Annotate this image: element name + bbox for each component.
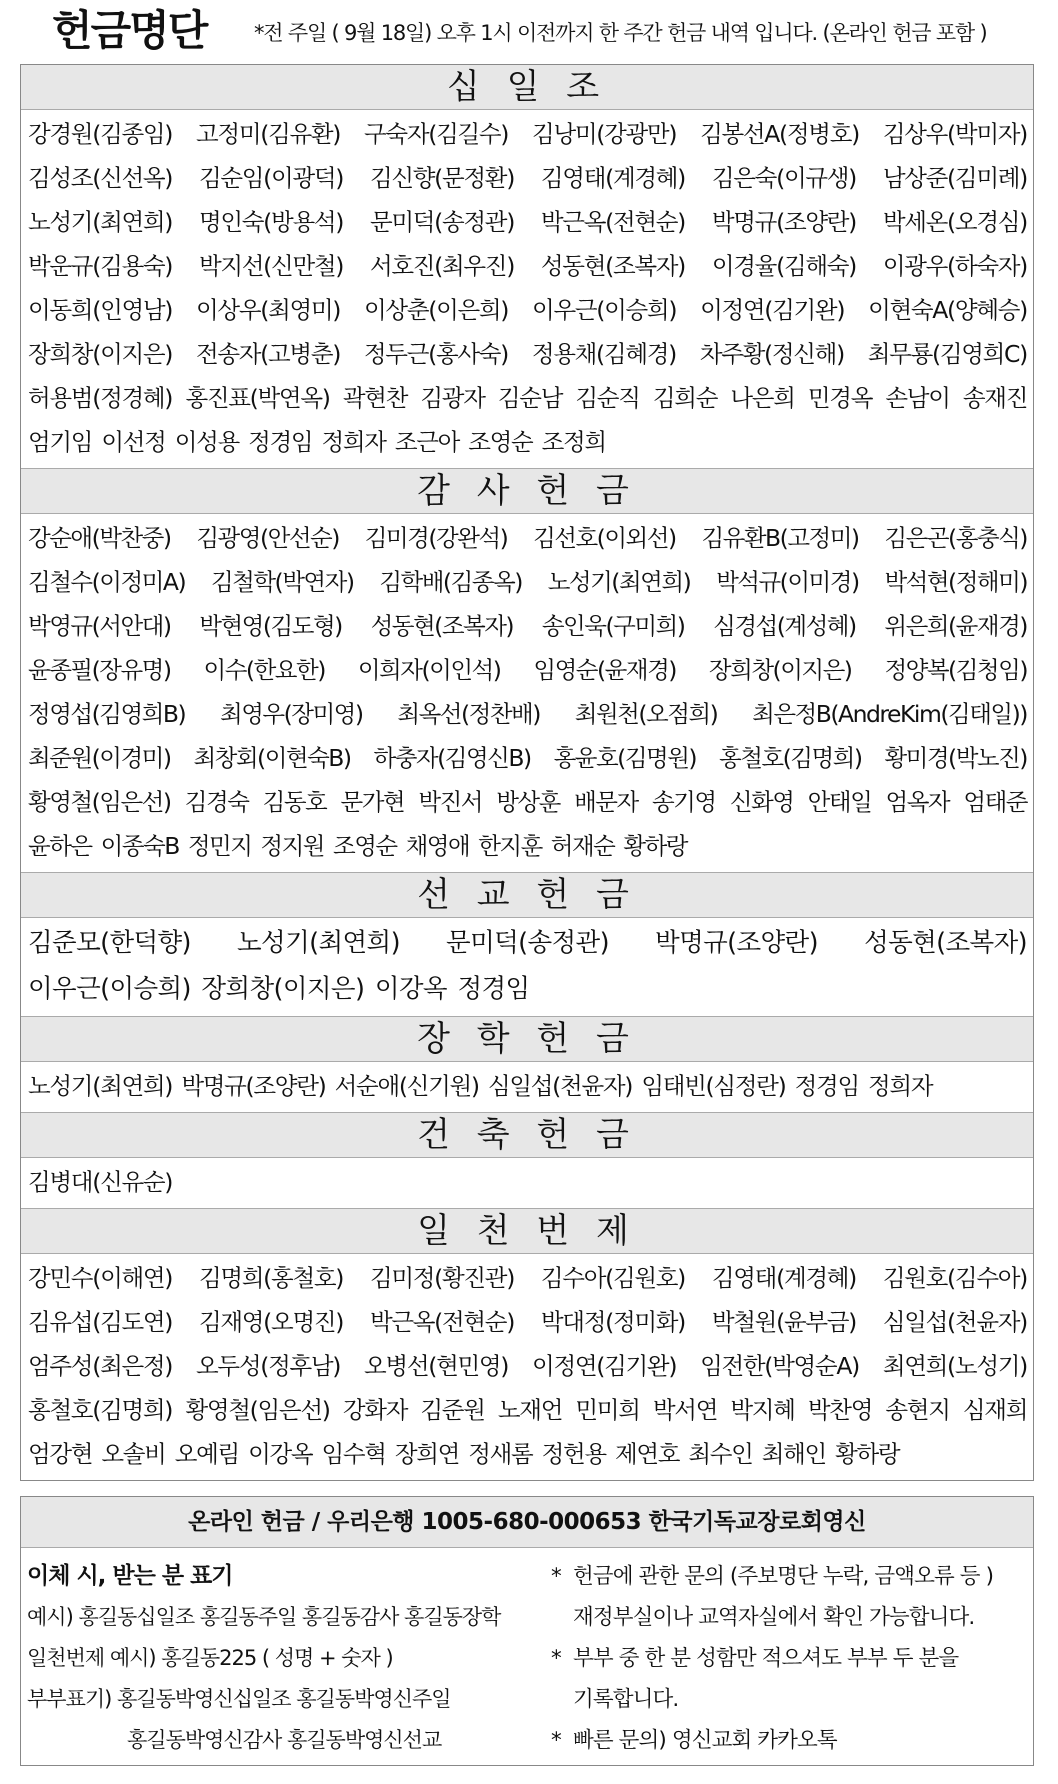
donor-name: 박명규(조양란) bbox=[655, 928, 818, 958]
donor-name: 이수(한요한) bbox=[203, 656, 325, 684]
notice-list bbox=[551, 1556, 1021, 1761]
donor-name: 허재순 bbox=[550, 832, 615, 860]
donor-name: 노성기(최연희) bbox=[237, 928, 400, 958]
transfer-example-line: 홍길동박영신감사 홍길동박영신선교 bbox=[127, 1728, 442, 1752]
section-names-scholarship bbox=[21, 1062, 1033, 1112]
donor-name: 정용채(김혜경) bbox=[531, 340, 677, 368]
donor-name: 강경원(김종임) bbox=[28, 120, 173, 148]
donor-name: 김광자 bbox=[420, 384, 485, 412]
donor-name: 문미덕(송정관) bbox=[446, 928, 609, 958]
donor-name: 신화영 bbox=[729, 788, 794, 816]
donor-name: 엄기임 bbox=[28, 428, 93, 456]
donor-name: 홍철호(김명희) bbox=[28, 1396, 173, 1424]
donor-name: 노성기(최연희) bbox=[547, 568, 691, 596]
donor-name: 황하랑 bbox=[835, 1440, 900, 1468]
donor-name: 김철수(이정미A) bbox=[28, 568, 186, 596]
donor-name: 김병대(신유순) bbox=[28, 1168, 173, 1196]
donor-name: 이현숙A(양혜승) bbox=[868, 296, 1027, 324]
donor-name: 이성용 bbox=[174, 428, 239, 456]
donor-name: 엄옥자 bbox=[885, 788, 950, 816]
donor-name: 김재영(오명진) bbox=[198, 1308, 344, 1336]
donor-name: 서호진(최우진) bbox=[369, 252, 515, 280]
donor-name: 이선정 bbox=[101, 428, 166, 456]
donor-name: 강화자 bbox=[342, 1396, 408, 1424]
donor-name: 최옥선(정찬배) bbox=[397, 700, 540, 728]
donor-name: 임영순(윤재경) bbox=[533, 656, 676, 684]
donor-name: 정경임 bbox=[794, 1072, 859, 1100]
donor-name: 심경섭(계성혜) bbox=[713, 612, 856, 640]
donor-name: 최창회(이현숙B) bbox=[193, 744, 351, 772]
donor-name: 이상춘(이은희) bbox=[364, 296, 509, 324]
donor-name: 성동현(조복자) bbox=[540, 252, 686, 280]
donor-name: 이경율(김해숙) bbox=[711, 252, 857, 280]
transfer-heading: 이체 시, 받는 분 표기 bbox=[27, 1563, 233, 1589]
bank-account-title: 온라인 헌금 / 우리은행 1005-680-000653 한국기독교장로회영신 bbox=[21, 1497, 1033, 1548]
donor-name: 박세온(오경심) bbox=[882, 208, 1027, 236]
donor-name: 박석현(정해미) bbox=[884, 568, 1027, 596]
donor-name: 성동현(조복자) bbox=[864, 928, 1027, 958]
transfer-example-line: 일천번제 예시) 홍길동225 ( 성명 + 숫자 ) bbox=[27, 1646, 393, 1670]
donor-name: 심일섭(천윤자) bbox=[487, 1072, 633, 1100]
donor-name: 이광우(하숙자) bbox=[882, 252, 1027, 280]
donor-name: 성동현(조복자) bbox=[370, 612, 514, 640]
donor-name: 최해인 bbox=[761, 1440, 826, 1468]
donor-name: 심일섭(천윤자) bbox=[882, 1308, 1027, 1336]
donor-name: 윤하은 bbox=[28, 832, 92, 860]
donor-name: 조영순 bbox=[468, 428, 533, 456]
donor-name: 이희자(이인석) bbox=[357, 656, 501, 684]
donor-name: 이정연(김기완) bbox=[700, 296, 845, 324]
section-title-thousand: 일 천 번 제 bbox=[21, 1208, 1033, 1254]
donor-name: 명인숙(방용석) bbox=[198, 208, 344, 236]
donor-name: 김경숙 bbox=[184, 788, 249, 816]
donor-name: 박현영(김도형) bbox=[199, 612, 342, 640]
donor-name: 한지훈 bbox=[478, 832, 542, 860]
donor-name: 이강옥 bbox=[374, 974, 447, 1004]
notice-text: 빠른 문의) 영신교회 카카오톡 bbox=[573, 1728, 837, 1753]
donor-name: 송현지 bbox=[885, 1396, 950, 1424]
donor-name: 김준원 bbox=[420, 1396, 485, 1424]
notice-item bbox=[551, 1556, 1021, 1597]
donor-name: 박진서 bbox=[418, 788, 482, 816]
donor-name: 김철학(박연자) bbox=[210, 568, 354, 596]
section-title-mission: 선 교 헌 금 bbox=[21, 872, 1033, 918]
donor-name: 강순애(박찬중) bbox=[28, 524, 171, 552]
donor-name: 민미희 bbox=[575, 1396, 640, 1424]
donor-name: 정새롬 bbox=[468, 1440, 533, 1468]
donor-name: 나은희 bbox=[730, 384, 795, 412]
donor-name: 최은정B(AndreKim(김태일)) bbox=[752, 700, 1027, 728]
notice-text: 헌금에 관한 문의 (주보명단 누락, 금액오류 등 ) bbox=[573, 1564, 994, 1589]
notice-text: 재정부실이나 교역자실에서 확인 가능합니다. bbox=[573, 1605, 975, 1630]
donor-name: 송인욱(구미희) bbox=[541, 612, 685, 640]
donor-name: 최원천(오점희) bbox=[574, 700, 718, 728]
donor-name: 박석규(이미경) bbox=[716, 568, 859, 596]
asterisk-icon: * bbox=[551, 1564, 561, 1589]
bank-info bbox=[21, 1548, 1033, 1760]
donor-name: 박찬영 bbox=[807, 1396, 873, 1424]
offering-list-box bbox=[20, 64, 1034, 1481]
donor-name: 장희창(이지은) bbox=[28, 340, 173, 368]
donor-name: 정경임 bbox=[457, 974, 530, 1004]
section-title-tithe: 십 일 조 bbox=[21, 65, 1033, 110]
notice-text: 부부 중 한 분 성함만 적으셔도 부부 두 분을 bbox=[573, 1646, 959, 1671]
donor-name: 김봉선A(정병호) bbox=[700, 120, 859, 148]
donor-name: 심재희 bbox=[962, 1396, 1028, 1424]
donor-name: 박명규(조양란) bbox=[181, 1072, 326, 1100]
donor-name: 하충자(김영신B) bbox=[373, 744, 531, 772]
donor-name: 이상우(최영미) bbox=[196, 296, 341, 324]
header-note: *전 주일 ( 9월 18일) 오후 1시 이전까지 한 주간 헌금 내역 입니다. (온라인 헌금 포함 ) bbox=[254, 21, 987, 45]
donor-name: 김미정(황진관) bbox=[369, 1264, 515, 1292]
donor-name: 오솔비 bbox=[101, 1440, 166, 1468]
donor-name: 박명규(조양란) bbox=[711, 208, 857, 236]
notice-text: 기록합니다. bbox=[573, 1687, 679, 1712]
donor-name: 박대정(정미화) bbox=[540, 1308, 686, 1336]
donor-name: 황영철(임은선) bbox=[28, 788, 171, 816]
donor-name: 임전한(박영순A) bbox=[700, 1352, 859, 1380]
transfer-instructions bbox=[27, 1556, 527, 1761]
donor-name: 김영태(계경혜) bbox=[540, 164, 686, 192]
donor-name: 김낭미(강광만) bbox=[532, 120, 677, 148]
donor-name: 홍진표(박연옥) bbox=[185, 384, 330, 412]
donor-name: 김신향(문정환) bbox=[369, 164, 515, 192]
section-title-thanks: 감 사 헌 금 bbox=[21, 468, 1033, 514]
donor-name: 황미경(박노진) bbox=[884, 744, 1027, 772]
donor-name: 김유섭(김도연) bbox=[28, 1308, 173, 1336]
donor-name: 장희창(이지은) bbox=[201, 974, 365, 1004]
donor-name: 구숙자(김길수) bbox=[364, 120, 509, 148]
donor-name: 정희자 bbox=[321, 428, 386, 456]
donor-name: 문가현 bbox=[340, 788, 405, 816]
donor-name: 강민수(이해연) bbox=[28, 1264, 173, 1292]
donor-name: 김순직 bbox=[575, 384, 640, 412]
donor-name: 방상훈 bbox=[496, 788, 560, 816]
donor-name: 차주황(정신해) bbox=[699, 340, 844, 368]
donor-name: 김동호 bbox=[262, 788, 327, 816]
donor-name: 정민지 bbox=[187, 832, 252, 860]
donor-name: 남상준(김미례) bbox=[882, 164, 1027, 192]
donor-name: 위은희(윤재경) bbox=[884, 612, 1027, 640]
donor-name: 김순남 bbox=[497, 384, 563, 412]
donor-name: 정희자 bbox=[868, 1072, 933, 1100]
donor-name: 고정미(김유환) bbox=[196, 120, 341, 148]
donor-name: 정경임 bbox=[248, 428, 313, 456]
donor-name: 정지원 bbox=[260, 832, 325, 860]
online-offering-box bbox=[20, 1496, 1034, 1766]
donor-name: 최영우(장미영) bbox=[220, 700, 363, 728]
donor-name: 오예림 bbox=[174, 1440, 239, 1468]
donor-name: 황하랑 bbox=[623, 832, 687, 860]
donor-name: 김원호(김수아) bbox=[882, 1264, 1027, 1292]
donor-name: 송기영 bbox=[651, 788, 716, 816]
donor-name: 김수아(김원호) bbox=[540, 1264, 686, 1292]
section-names-tithe bbox=[21, 110, 1033, 468]
donor-name: 김순임(이광덕) bbox=[198, 164, 344, 192]
donor-name: 최연희(노성기) bbox=[882, 1352, 1027, 1380]
donor-name: 김은숙(이규생) bbox=[711, 164, 857, 192]
donor-name: 엄태준 bbox=[963, 788, 1027, 816]
donor-name: 허용범(정경혜) bbox=[28, 384, 173, 412]
donor-name: 김명희(홍철호) bbox=[198, 1264, 344, 1292]
donor-name: 장희창(이지은) bbox=[708, 656, 852, 684]
donor-name: 이우근(이승희) bbox=[532, 296, 677, 324]
donor-name: 정양복(김청임) bbox=[884, 656, 1027, 684]
section-names-thanks bbox=[21, 514, 1033, 872]
notice-item bbox=[551, 1638, 1021, 1679]
donor-name: 임태빈(심정란) bbox=[641, 1072, 786, 1100]
donor-name: 엄강현 bbox=[28, 1440, 93, 1468]
donor-name: 홍윤호(김명원) bbox=[553, 744, 697, 772]
donor-name: 황영철(임은선) bbox=[185, 1396, 330, 1424]
donor-name: 김선호(이외선) bbox=[533, 524, 676, 552]
donor-name: 이동희(인영남) bbox=[28, 296, 173, 324]
donor-name: 박근옥(전현순) bbox=[540, 208, 686, 236]
donor-name: 노재언 bbox=[497, 1396, 563, 1424]
donor-name: 조근아 bbox=[394, 428, 460, 456]
donor-name: 김영태(계경혜) bbox=[711, 1264, 857, 1292]
donor-name: 박영규(서안대) bbox=[28, 612, 171, 640]
donor-name: 손남이 bbox=[885, 384, 950, 412]
donor-name: 홍철호(김명희) bbox=[719, 744, 862, 772]
donor-name: 장희연 bbox=[394, 1440, 460, 1468]
donor-name: 노성기(최연희) bbox=[28, 1072, 173, 1100]
section-names-mission bbox=[21, 918, 1033, 1016]
donor-name: 김준모(한덕향) bbox=[28, 928, 191, 958]
donor-name: 윤종필(장유명) bbox=[28, 656, 171, 684]
donor-name: 노성기(최연희) bbox=[28, 208, 173, 236]
donor-name: 이종숙B bbox=[100, 832, 179, 860]
donor-name: 서순애(신기원) bbox=[334, 1072, 479, 1100]
donor-name: 김유환B(고정미) bbox=[701, 524, 859, 552]
donor-name: 임수혁 bbox=[321, 1440, 386, 1468]
donor-name: 박서연 bbox=[652, 1396, 718, 1424]
donor-name: 곽현찬 bbox=[342, 384, 408, 412]
donor-name: 오두성(정후남) bbox=[196, 1352, 341, 1380]
page-header bbox=[48, 6, 1048, 56]
donor-name: 박철원(윤부금) bbox=[711, 1308, 857, 1336]
donor-name: 박운규(김용숙) bbox=[28, 252, 173, 280]
donor-name: 조영순 bbox=[333, 832, 397, 860]
notice-item bbox=[551, 1720, 1021, 1761]
donor-name: 민경옥 bbox=[807, 384, 873, 412]
donor-name: 김상우(박미자) bbox=[882, 120, 1027, 148]
donor-name: 송재진 bbox=[962, 384, 1028, 412]
section-title-building: 건 축 헌 금 bbox=[21, 1112, 1033, 1158]
donor-name: 전송자(고병춘) bbox=[195, 340, 341, 368]
section-names-building bbox=[21, 1158, 1033, 1208]
section-names-thousand bbox=[21, 1254, 1033, 1480]
donor-name: 정헌용 bbox=[541, 1440, 606, 1468]
donor-name: 김광영(안선순) bbox=[196, 524, 339, 552]
donor-name: 이우근(이승희) bbox=[28, 974, 191, 1004]
donor-name: 최무룡(김영희C) bbox=[867, 340, 1028, 368]
donor-name: 김성조(신선옥) bbox=[28, 164, 173, 192]
transfer-example-line: 예시) 홍길동십일조 홍길동주일 홍길동감사 홍길동장학 bbox=[27, 1605, 501, 1629]
donor-name: 정영섭(김영희B) bbox=[28, 700, 186, 728]
donor-name: 김미경(강완석) bbox=[364, 524, 508, 552]
donor-name: 최준원(이경미) bbox=[28, 744, 171, 772]
donor-name: 최수인 bbox=[688, 1440, 753, 1468]
transfer-example-line: 부부표기) 홍길동박영신십일조 홍길동박영신주일 bbox=[27, 1687, 451, 1711]
donor-name: 채영애 bbox=[405, 832, 470, 860]
donor-name: 김은곤(홍충식) bbox=[884, 524, 1027, 552]
donor-name: 박지혜 bbox=[730, 1396, 795, 1424]
donor-name: 이정연(김기완) bbox=[532, 1352, 677, 1380]
donor-name: 엄주성(최은정) bbox=[28, 1352, 173, 1380]
asterisk-icon: * bbox=[551, 1728, 561, 1753]
donor-name: 제연호 bbox=[615, 1440, 680, 1468]
donor-name: 오병선(현민영) bbox=[364, 1352, 509, 1380]
asterisk-icon: * bbox=[551, 1646, 561, 1671]
section-title-scholarship: 장 학 헌 금 bbox=[21, 1016, 1033, 1062]
donor-name: 문미덕(송정관) bbox=[369, 208, 515, 236]
donor-name: 정두근(홍사숙) bbox=[363, 340, 509, 368]
donor-name: 안태일 bbox=[807, 788, 872, 816]
donor-name: 조정희 bbox=[541, 428, 606, 456]
donor-name: 김학배(김종옥) bbox=[379, 568, 522, 596]
page-title: 헌금명단 bbox=[52, 6, 207, 55]
donor-name: 박근옥(전현순) bbox=[369, 1308, 515, 1336]
donor-name: 박지선(신만철) bbox=[198, 252, 344, 280]
donor-name: 김희순 bbox=[652, 384, 718, 412]
donor-name: 이강옥 bbox=[248, 1440, 313, 1468]
donor-name: 배문자 bbox=[574, 788, 638, 816]
